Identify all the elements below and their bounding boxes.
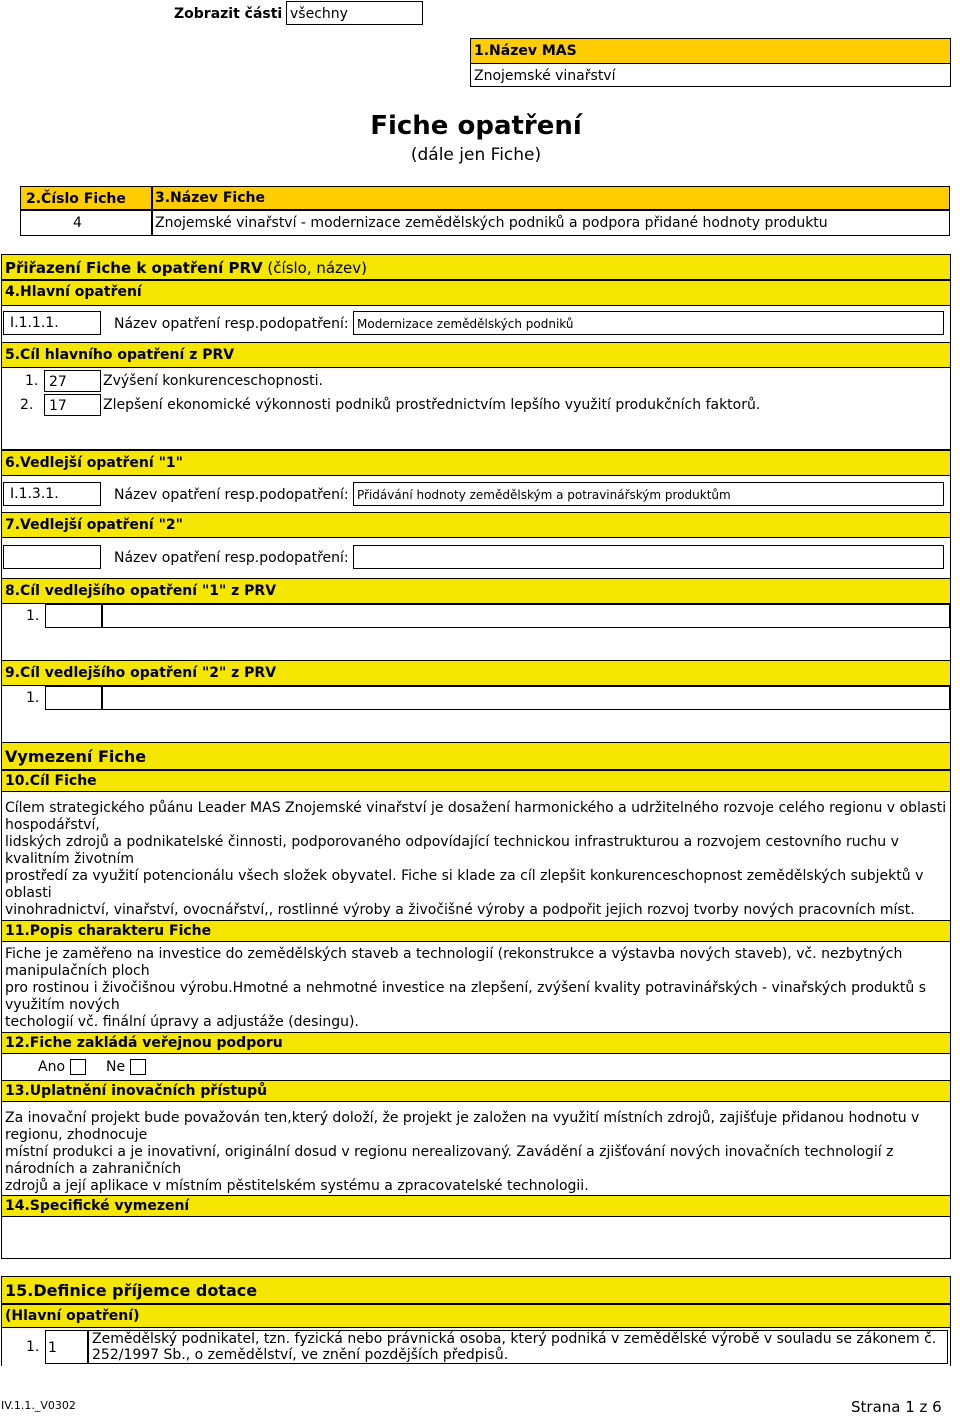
text-line: techologií vč. finální úpravy a adjustáže (desingu).	[5, 1014, 359, 1030]
recipient-code: 1	[48, 1340, 57, 1356]
mas-label: 1.Název MAS	[474, 43, 577, 59]
side-measure-2-name-label: Název opatření resp.podopatření:	[114, 550, 349, 566]
text-line: vinohradnictví, vinařství, ovocnářství,, rostlinné výroby a živočišné výroby a podpořit jejich rozvoj tvorby nových pracovních míst.	[5, 902, 915, 918]
fiche-number-label-bar	[20, 186, 152, 210]
main-measure-code-box	[3, 311, 101, 335]
recipient-heading-bar	[1, 1276, 951, 1304]
yes-checkbox[interactable]	[70, 1059, 86, 1075]
recipient-heading: 15.Definice příjemce dotace	[5, 1281, 258, 1300]
goal-text: Zvýšení konkurenceschopnosti.	[103, 373, 324, 389]
main-measure-code: I.1.1.1.	[10, 315, 59, 331]
text-line: prostředí za využití potencionálu všech složek obyvatel. Fiche si klade za cíl zlepšit konkurenceschopnost zemědělských subjektů v oblasti	[5, 868, 924, 901]
scope-heading: Vymezení Fiche	[5, 747, 147, 766]
show-parts-select[interactable]	[286, 1, 423, 25]
text-line: pro rostinou i živočišnou výrobu.Hmotné a nehmotné investice na zlepšení, zvýšení kvality potravinářských - vinařských produktů s využitím nových	[5, 980, 926, 1013]
prv-heading-suffix: (číslo, název)	[262, 259, 367, 277]
side-goal-1-code-box	[45, 604, 102, 628]
fiche-number-label: 2.Číslo Fiche	[26, 191, 126, 207]
fiche-goal-text	[5, 800, 950, 919]
recipient-text-box	[88, 1330, 948, 1364]
side-measure-2-code-box	[3, 545, 101, 569]
no-checkbox[interactable]	[130, 1059, 146, 1075]
main-measure-name-label: Název opatření resp.podopatření:	[114, 316, 349, 332]
main-measure-label: 4.Hlavní opatření	[5, 284, 142, 300]
side-goal-2-code-box	[45, 686, 102, 710]
specific-area	[1, 1217, 951, 1259]
mas-label-bar	[470, 38, 951, 64]
recipient-sub-bar	[1, 1304, 951, 1328]
goal-code-box	[44, 370, 101, 392]
side-goal-1-label: 8.Cíl vedlejšího opatření "1" z PRV	[5, 583, 277, 599]
doc-code: IV.1.1._V0302	[1, 1399, 76, 1412]
prv-heading-bold: Přiřazení Fiche k opatření PRV	[5, 259, 263, 277]
side-goal-2-label: 9.Cíl vedlejšího opatření "2" z PRV	[5, 665, 277, 681]
recipient-sub: (Hlavní opatření)	[5, 1308, 140, 1324]
text-line: zdrojů a její aplikace v místním pěstitelském systému a zpracovatelské technologii.	[5, 1178, 589, 1194]
goal-row	[1, 394, 951, 416]
text-line: 252/1997 Sb., o zemědělství, ve znění pozdějších předpisů.	[92, 1347, 509, 1363]
specific-label: 14.Specifické vymezení	[5, 1198, 190, 1214]
side-goal-2-bar	[1, 660, 951, 686]
innovation-bar	[1, 1080, 951, 1102]
side-measure-2-label: 7.Vedlejší opatření "2"	[5, 517, 183, 533]
side-goal-2-text-box	[102, 686, 950, 710]
side-measure-2-bar	[1, 512, 951, 538]
main-measure-bar	[1, 280, 951, 306]
recipient-code-box	[45, 1330, 88, 1364]
side-goal-1-row	[1, 604, 951, 660]
side-goal-2-row	[1, 686, 951, 742]
public-support-bar	[1, 1032, 951, 1054]
mas-value-box	[470, 63, 951, 87]
side-measure-1-label: 6.Vedlejší opatření "1"	[5, 455, 183, 471]
side-goal-1-index: 1.	[26, 608, 40, 624]
goal-code: 17	[49, 398, 67, 414]
side-goal-2-index: 1.	[26, 690, 40, 706]
side-measure-1-name-box	[353, 482, 944, 506]
scope-heading-bar	[1, 742, 951, 770]
show-parts-value: všechny	[290, 6, 348, 22]
innovation-text	[5, 1110, 950, 1195]
fiche-name: Znojemské vinařství - modernizace zemědělských podniků a podpora přidané hodnoty produktu	[155, 215, 828, 231]
main-goal-bar	[1, 342, 951, 368]
text-line: lidských zdrojů a podnikatelské činnosti, podporovaného odpovídající technickou infrastrukturou a rozvojem cestovního ruchu v kvalitním životním	[5, 834, 899, 867]
goal-row	[1, 370, 951, 392]
public-support-row	[1, 1054, 951, 1080]
prv-heading	[5, 259, 367, 277]
goal-code-box	[44, 394, 101, 416]
show-parts-label: Zobrazit části	[174, 6, 283, 22]
main-goal-label: 5.Cíl hlavního opatření z PRV	[5, 347, 235, 363]
main-measure-name: Modernizace zemědělských podniků	[357, 317, 574, 331]
fiche-number: 4	[73, 215, 82, 231]
no-label: Ne	[106, 1059, 126, 1075]
fiche-name-box	[152, 210, 950, 236]
side-measure-1-bar	[1, 450, 951, 476]
text-line: Cílem strategického půánu Leader MAS Znojemské vinařství je dosažení harmonického a udržitelného rozvoje celého regionu v oblasti hospodářství,	[5, 800, 947, 833]
innovation-label: 13.Uplatnění inovačních přístupů	[5, 1083, 268, 1099]
fiche-goal-bar	[1, 770, 951, 792]
side-measure-1-name: Přidávání hodnoty zemědělským a potravinářským produktům	[357, 488, 731, 502]
goal-text: Zlepšení ekonomické výkonnosti podniků prostřednictvím lepšího využití produkčních faktorů.	[103, 397, 761, 413]
fiche-number-box	[20, 210, 152, 236]
fiche-name-label-bar	[152, 186, 950, 210]
page-title: Fiche opatření	[370, 111, 582, 141]
recipient-index: 1.	[26, 1339, 40, 1355]
main-measure-name-box	[353, 311, 944, 335]
side-measure-1-code-box	[3, 482, 101, 506]
prv-heading-bar	[1, 254, 951, 280]
side-measure-1-code: I.1.3.1.	[10, 486, 59, 502]
text-line: Za inovační projekt bude považován ten,který doloží, že projekt je založen na využití místních zdrojů, zajišťuje přidanou hodnotu v regionu, zhodnocuje	[5, 1110, 920, 1143]
recipient-row	[1, 1328, 951, 1366]
page-subtitle: (dále jen Fiche)	[410, 145, 542, 165]
text-line: Zemědělský podnikatel, tzn. fyzická nebo právnická osoba, který podniká v zemědělské výrobě v souladu se zákonem č.	[92, 1331, 937, 1347]
public-support-label: 12.Fiche zakládá veřejnou podporu	[5, 1035, 283, 1051]
fiche-name-label: 3.Název Fiche	[155, 190, 265, 206]
goal-code: 27	[49, 374, 67, 390]
side-goal-1-bar	[1, 578, 951, 604]
text-line: místní produkci a je inovativní, originální dosud v regionu nerealizovaný. Zavádění a zjišťování nových inovačních technologií z národních a zahraničních	[5, 1144, 894, 1177]
fiche-char-text	[5, 946, 950, 1031]
text-line: Fiche je zaměřeno na investice do zemědělských staveb a technologií (rekonstrukce a výstavba nových staveb), vč. nezbytných manipulačních ploch	[5, 946, 903, 979]
fiche-char-label: 11.Popis charakteru Fiche	[5, 923, 212, 939]
specific-bar	[1, 1195, 951, 1217]
page-number: Strana 1 z 6	[851, 1398, 942, 1416]
side-goal-1-text-box	[102, 604, 950, 628]
fiche-char-bar	[1, 920, 951, 942]
goal-index: 1.	[25, 373, 39, 389]
goal-index: 2.	[20, 397, 34, 413]
fiche-goal-label: 10.Cíl Fiche	[5, 773, 97, 789]
side-measure-2-name-box	[353, 545, 944, 569]
mas-value: Znojemské vinařství	[474, 68, 616, 84]
side-measure-1-name-label: Název opatření resp.podopatření:	[114, 487, 349, 503]
yes-label: Ano	[38, 1059, 66, 1075]
